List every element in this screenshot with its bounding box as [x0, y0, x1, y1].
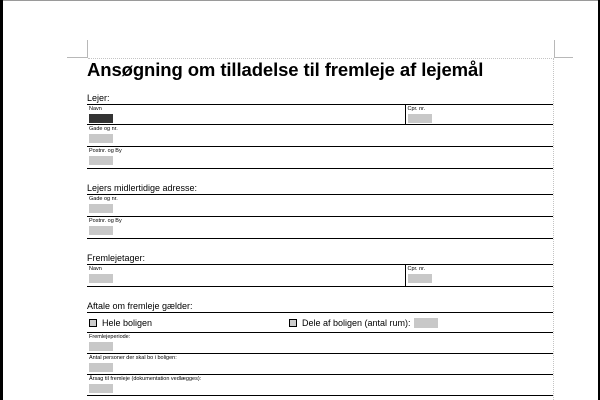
aarsag-field[interactable] [89, 384, 113, 393]
section-lejer-label: Lejer: [87, 93, 110, 103]
lejer-cpr-label: Cpr. nr. [407, 106, 426, 112]
lejer-navn-label: Navn [89, 106, 102, 112]
lejer-cpr-cell [405, 105, 553, 125]
fremlejetager-navn-label: Navn [89, 266, 102, 272]
lejer-navn-field[interactable] [89, 114, 113, 123]
midlertidig-gade-cell [87, 195, 553, 217]
margin-mark-top-right [554, 40, 555, 58]
window-left-edge [0, 0, 3, 400]
text-boundary-right [553, 58, 554, 400]
midlertidig-postnr-cell [87, 217, 553, 239]
fremlejetager-cpr-label: Cpr. nr. [407, 266, 426, 272]
fremlejeperiode-cell [87, 333, 553, 354]
section-fremlejetager-label: Fremlejetager: [87, 253, 146, 263]
lejer-cpr-field[interactable] [408, 114, 432, 123]
margin-mark-right-top [555, 57, 573, 58]
midlertidig-gade-field[interactable] [89, 204, 113, 213]
lejer-postnr-field[interactable] [89, 156, 113, 165]
midlertidig-postnr-label: Postnr. og By [89, 218, 122, 224]
margin-mark-left-top [67, 57, 87, 58]
lejer-gade-field[interactable] [89, 134, 113, 143]
hele-boligen-option[interactable] [89, 318, 152, 328]
lejer-gade-label: Gade og nr. [89, 126, 118, 132]
aarsag-cell [87, 375, 553, 396]
lejer-gade-cell [87, 125, 553, 147]
fremlejetager-navn-cell [87, 265, 405, 287]
fremlejetager-navn-field[interactable] [89, 274, 113, 283]
lejer-postnr-label: Postnr. og By [89, 148, 122, 154]
fremlejeperiode-label: Fremlejeperiode: [89, 334, 131, 340]
antal-personer-cell [87, 354, 553, 375]
section-aftale-label: Aftale om fremleje gælder: [87, 301, 193, 311]
lejer-table [87, 104, 553, 169]
document-page [87, 60, 553, 396]
lejer-navn-cell [87, 105, 405, 125]
dele-af-boligen-checkbox[interactable] [289, 319, 297, 327]
aftale-hele-cell [87, 313, 287, 333]
antal-personer-field[interactable] [89, 363, 113, 372]
aftale-dele-cell [287, 313, 553, 333]
hele-boligen-label: Hele boligen [102, 317, 153, 328]
aarsag-label: Årsag til fremleje (dokumentation vedlægges): [89, 376, 202, 382]
fremlejetager-cpr-cell [405, 265, 553, 287]
lejer-postnr-cell [87, 147, 553, 169]
section-midlertidig-label: Lejers midlertidige adresse: [87, 183, 198, 193]
margin-mark-top-left [87, 40, 88, 58]
hele-boligen-checkbox[interactable] [89, 319, 97, 327]
midlertidig-gade-label: Gade og nr. [89, 196, 118, 202]
antal-rum-field[interactable] [414, 318, 438, 328]
aftale-table [87, 312, 553, 396]
midlertidig-postnr-field[interactable] [89, 226, 113, 235]
window-top-edge [0, 0, 600, 1]
dele-af-boligen-label: Dele af boligen (antal rum): [302, 317, 411, 328]
fremlejeperiode-field[interactable] [89, 342, 113, 351]
midlertidig-table [87, 194, 553, 239]
document-title: Ansøgning om tilladelse til fremleje af lejemål [87, 59, 484, 80]
antal-personer-label: Antal personer der skal bo i boligen: [89, 355, 177, 361]
fremlejetager-table [87, 264, 553, 287]
fremlejetager-cpr-field[interactable] [408, 274, 432, 283]
dele-af-boligen-option[interactable] [289, 318, 438, 328]
